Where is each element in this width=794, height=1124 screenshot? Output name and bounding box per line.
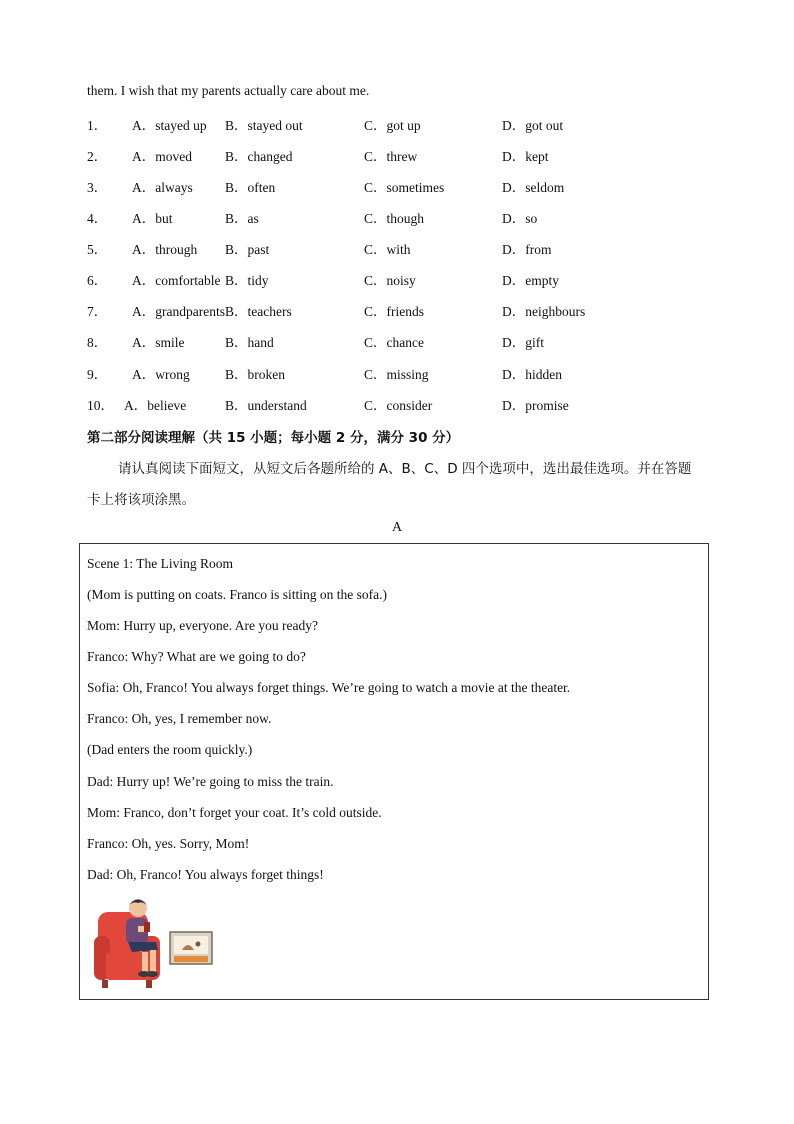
option-a: A．always (132, 180, 193, 195)
option-d: D．promise (502, 398, 569, 413)
boy-leg (142, 952, 148, 972)
option-b: B．understand (225, 398, 307, 413)
phone (144, 922, 150, 932)
cabinet-window (174, 936, 208, 954)
question-number: 2． (87, 149, 108, 164)
option-b: B．as (225, 211, 259, 226)
question-row (0, 269, 794, 289)
dialogue-line: Mom: Hurry up, everyone. Are you ready? (87, 618, 318, 633)
instruction-line: 请认真阅读下面短文，从短文后各题所给的 A、B、C、D 四个选项中，选出最佳选项。并在答题 (118, 461, 692, 477)
question-number: 6． (87, 273, 108, 288)
question-number: 4． (87, 211, 108, 226)
option-a: A．wrong (132, 367, 190, 382)
instruction-line: 卡上将该项涂黑。 (87, 492, 195, 508)
option-a: A．comfortable (132, 273, 221, 288)
option-c: C．friends (364, 304, 424, 319)
question-number: 10． (87, 398, 114, 413)
dialogue-line: Franco: Oh, yes, I remember now. (87, 711, 272, 726)
option-a: A．grandparents (132, 304, 225, 319)
option-a: A．smile (132, 335, 185, 350)
armchair-leg (146, 980, 152, 988)
dialogue-line: Sofia: Oh, Franco! You always forget things. We’re going to watch a movie at the theater. (87, 680, 571, 695)
question-row (0, 238, 794, 258)
option-a: A．stayed up (132, 118, 207, 133)
option-b: B．stayed out (225, 118, 303, 133)
option-a: A．but (132, 211, 173, 226)
option-d: D．gift (502, 335, 544, 350)
dialogue-line: (Dad enters the room quickly.) (87, 742, 253, 757)
option-c: C．threw (364, 149, 418, 164)
cabinet-knob (196, 942, 201, 947)
dialogue-line: Dad: Oh, Franco! You always forget things! (87, 867, 324, 882)
boy-on-armchair-illustration (94, 896, 220, 992)
question-number: 8． (87, 335, 108, 350)
question-number: 1． (87, 118, 108, 133)
boy-leg (150, 950, 156, 972)
question-number: 5． (87, 242, 108, 257)
dialogue-line: (Mom is putting on coats. Franco is sitting on the sofa.) (87, 587, 387, 602)
option-b: B．often (225, 180, 276, 195)
option-a: A．through (132, 242, 198, 257)
option-c: C．sometimes (364, 180, 445, 195)
option-d: D．kept (502, 149, 549, 164)
dialogue-line: Franco: Oh, yes. Sorry, Mom! (87, 836, 250, 851)
intro-line: them. I wish that my parents actually care about me. (87, 83, 370, 98)
option-c: C．with (364, 242, 411, 257)
dialogue-line: Franco: Why? What are we going to do? (87, 649, 306, 664)
passage-label: A (392, 520, 403, 535)
option-d: D．so (502, 211, 538, 226)
boy-shoe (138, 971, 150, 977)
question-row (0, 176, 794, 196)
option-a: A．believe (124, 398, 187, 413)
option-d: D．got out (502, 118, 564, 133)
question-row (0, 331, 794, 351)
option-d: D．from (502, 242, 552, 257)
option-b: B．past (225, 242, 270, 257)
option-d: D．seldom (502, 180, 565, 195)
question-row (0, 207, 794, 227)
option-c: C．got up (364, 118, 421, 133)
option-c: C．chance (364, 335, 424, 350)
option-b: B．broken (225, 367, 285, 382)
option-b: B．hand (225, 335, 274, 350)
question-row (0, 363, 794, 383)
armchair-leg (102, 980, 108, 988)
question-number: 3． (87, 180, 108, 195)
section-title: 第二部分阅读理解（共 15 小题；每小题 2 分，满分 30 分） (87, 430, 460, 446)
cabinet-stripe (174, 956, 208, 962)
option-d: D．hidden (502, 367, 562, 382)
dialogue-line: Mom: Franco, don’t forget your coat. It’s cold outside. (87, 805, 382, 820)
option-b: B．tidy (225, 273, 269, 288)
option-c: C．though (364, 211, 425, 226)
question-row (0, 300, 794, 320)
dialogue-line: Dad: Hurry up! We’re going to miss the train. (87, 774, 334, 789)
option-b: B．changed (225, 149, 293, 164)
option-a: A．moved (132, 149, 192, 164)
option-b: B．teachers (225, 304, 292, 319)
question-row (0, 394, 794, 414)
question-row (0, 145, 794, 165)
dialogue-line: Scene 1: The Living Room (87, 556, 233, 571)
option-c: C．consider (364, 398, 433, 413)
question-number: 9． (87, 367, 108, 382)
question-number: 7． (87, 304, 108, 319)
option-c: C．missing (364, 367, 429, 382)
option-d: D．empty (502, 273, 559, 288)
option-d: D．neighbours (502, 304, 586, 319)
question-row (0, 114, 794, 134)
option-c: C．noisy (364, 273, 416, 288)
